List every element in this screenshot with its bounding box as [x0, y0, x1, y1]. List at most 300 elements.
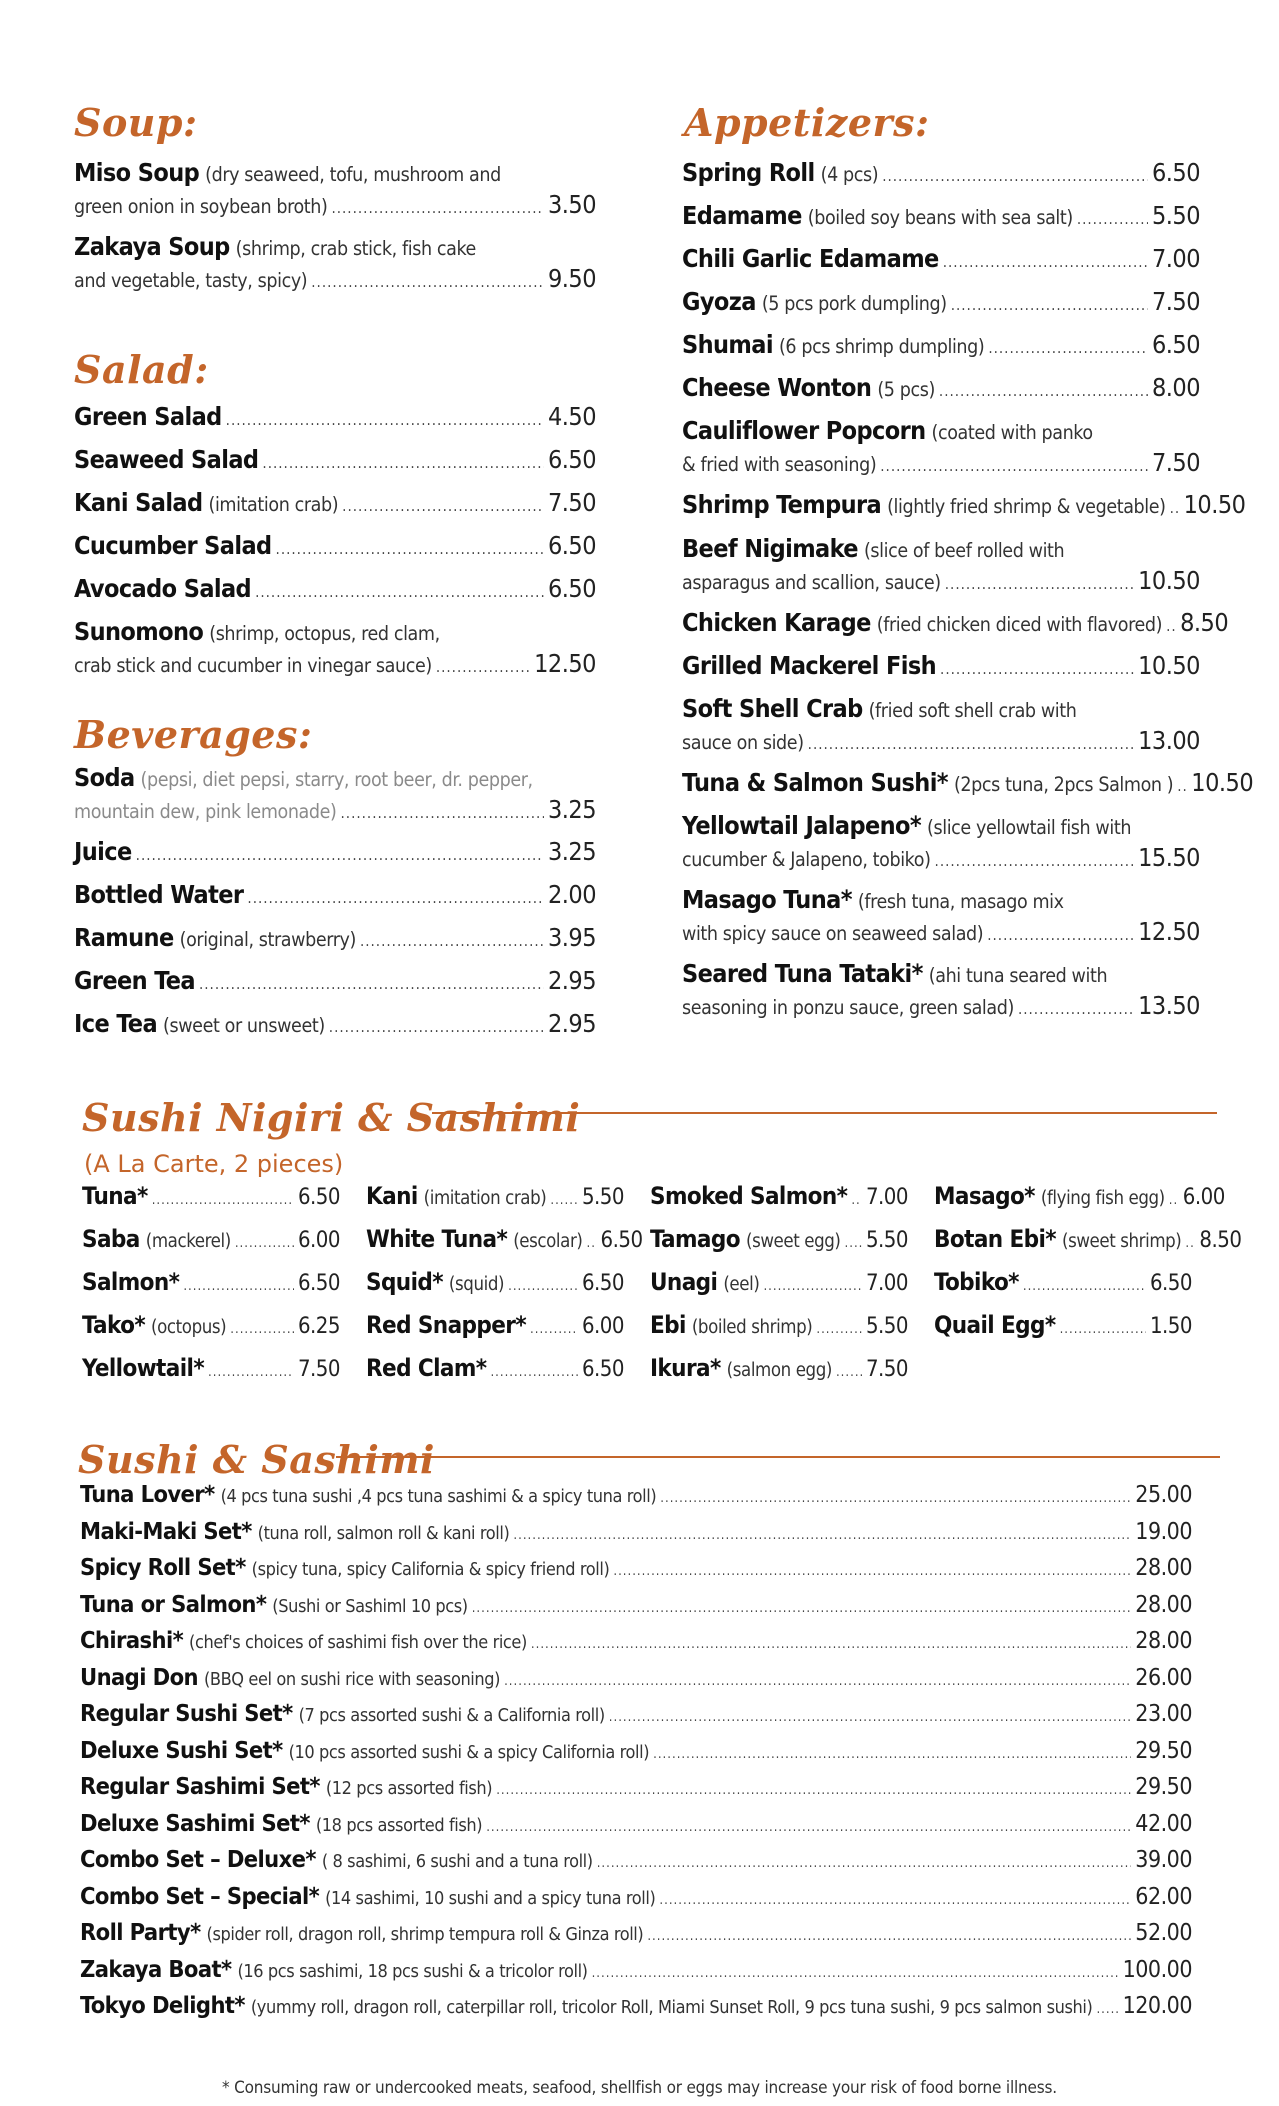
- leader-dots: [1023, 1279, 1146, 1294]
- menu-item-line: [682, 416, 1200, 445]
- menu-item-line: [80, 1699, 1192, 1727]
- item-name: Tako*: [82, 1311, 146, 1339]
- item-description: (5 pcs): [877, 378, 935, 401]
- item-name: Spicy Roll Set*: [80, 1553, 246, 1581]
- item-description: (Sushi or Sashiml 10 pcs): [272, 1596, 468, 1617]
- item-price: 29.50: [1135, 1774, 1192, 1800]
- item-price: 6.50: [547, 531, 596, 560]
- menu-item-line: [682, 244, 1200, 273]
- item-name: Grilled Mackerel Fish: [682, 651, 937, 680]
- menu-item-line: [934, 1182, 1225, 1210]
- item-price: 25.00: [1135, 1482, 1192, 1508]
- item-price: 7.00: [865, 1185, 908, 1210]
- leader-dots: [808, 735, 1134, 753]
- menu-item: [80, 1626, 1192, 1654]
- menu-item: [74, 763, 596, 824]
- leader-dots: [951, 296, 1148, 314]
- menu-item: [80, 1517, 1192, 1545]
- item-name: Maki-Maki Set*: [80, 1517, 252, 1545]
- menu-item: [74, 574, 596, 603]
- item-name: Kani Salad: [74, 488, 203, 517]
- item-description: cucumber & Jalapeno, tobiko): [682, 848, 931, 871]
- item-name: Ebi: [650, 1311, 686, 1339]
- menu-item-line: [80, 1736, 1192, 1764]
- leader-dots: [341, 804, 544, 822]
- item-price: 39.00: [1135, 1847, 1192, 1873]
- item-name: Botan Ebi*: [934, 1225, 1056, 1253]
- item-description: (chef's choices of sashimi fish over the rice): [189, 1632, 527, 1653]
- item-description: (sweet egg): [745, 1231, 841, 1252]
- menu-item-line: [80, 1809, 1192, 1837]
- item-price: 28.00: [1135, 1592, 1192, 1618]
- item-price: 7.50: [865, 1357, 908, 1382]
- menu-item-line: [74, 574, 596, 603]
- item-price: 120.00: [1122, 1993, 1192, 2019]
- menu-item: [682, 201, 1200, 230]
- item-name: Soft Shell Crab: [682, 694, 863, 723]
- item-name: Unagi: [650, 1268, 718, 1296]
- leader-dots: [329, 1018, 544, 1036]
- item-price: 13.50: [1138, 991, 1200, 1020]
- leader-dots: [486, 1820, 1131, 1835]
- menu-item-line: [682, 726, 1200, 755]
- footer-disclaimer: * Consuming raw or undercooked meats, seafood, shellfish or eggs may increase your risk of food borne illness.: [222, 2078, 1057, 2098]
- menu-item: [682, 373, 1200, 402]
- item-description: (fresh tuna, masago mix: [857, 890, 1064, 913]
- leader-dots: [530, 1322, 578, 1337]
- leader-dots: [1185, 1236, 1195, 1251]
- leader-dots: [613, 1564, 1131, 1579]
- item-price: 15.50: [1138, 843, 1200, 872]
- leader-dots: [592, 1966, 1119, 1981]
- item-price: 6.50: [547, 574, 596, 603]
- menu-item-line: [74, 923, 596, 952]
- menu-item: [682, 651, 1200, 680]
- item-price: 7.00: [865, 1271, 908, 1296]
- item-price: 8.50: [1180, 608, 1229, 637]
- item-price: 3.25: [547, 795, 596, 824]
- menu-item: [80, 1918, 1192, 1946]
- menu-item-line: [80, 1517, 1192, 1545]
- leader-dots: [508, 1279, 578, 1294]
- item-name: Red Clam*: [366, 1354, 487, 1382]
- item-name: Shumai: [682, 330, 773, 359]
- leader-dots: [660, 1491, 1131, 1506]
- menu-item-line: [74, 264, 596, 293]
- leader-dots: [851, 1193, 862, 1208]
- menu-item-line: [80, 1480, 1192, 1508]
- leader-dots: [472, 1601, 1132, 1616]
- item-description: (12 pcs assorted fish): [325, 1778, 493, 1799]
- menu-item: [74, 445, 596, 474]
- item-price: 28.00: [1135, 1628, 1192, 1654]
- menu-item: [80, 1480, 1192, 1508]
- menu-item-line: [682, 373, 1200, 402]
- menu-item: [650, 1182, 908, 1210]
- item-description: (ahi tuna seared with: [928, 964, 1108, 987]
- item-price: 2.95: [547, 966, 596, 995]
- leader-dots: [1096, 2002, 1118, 2017]
- menu-item-line: [80, 1590, 1192, 1618]
- leader-dots: [609, 1710, 1132, 1725]
- item-description: (fried chicken diced with flavored): [876, 613, 1163, 636]
- menu-item: [366, 1311, 624, 1339]
- item-description: mountain dew, pink lemonade): [74, 800, 337, 823]
- menu-item-line: [682, 917, 1200, 946]
- menu-item: [650, 1354, 908, 1382]
- item-description: (sweet shrimp): [1061, 1231, 1182, 1252]
- item-price: 6.00: [297, 1228, 340, 1253]
- menu-item-line: [82, 1268, 340, 1296]
- menu-item-line: [682, 490, 1246, 519]
- item-name: Tuna or Salmon*: [80, 1590, 267, 1618]
- menu-item: [74, 1009, 596, 1038]
- menu-item: [82, 1225, 340, 1253]
- leader-dots: [255, 583, 544, 601]
- item-name: Seared Tuna Tataki*: [682, 959, 923, 988]
- menu-item-line: [80, 1663, 1192, 1691]
- leader-dots: [647, 1929, 1131, 1944]
- item-description: green onion in soybean broth): [74, 195, 328, 218]
- item-description: (spider roll, dragon roll, shrimp tempura roll & Ginza roll): [206, 1924, 644, 1945]
- leader-dots: [311, 273, 544, 291]
- menu-item: [650, 1311, 908, 1339]
- item-description: (2pcs tuna, 2pcs Salmon ): [953, 773, 1174, 796]
- item-name: Quail Egg*: [934, 1311, 1056, 1339]
- leader-dots: [882, 167, 1148, 185]
- leader-dots: [1060, 1322, 1146, 1337]
- leader-dots: [940, 660, 1134, 678]
- item-price: 4.50: [547, 402, 596, 431]
- item-name: Ramune: [74, 923, 174, 952]
- menu-item-line: [80, 1955, 1192, 1983]
- item-description: (squid): [448, 1274, 505, 1295]
- menu-item-line: [80, 1626, 1192, 1654]
- menu-item: [650, 1225, 908, 1253]
- item-description: (10 pcs assorted sushi & a spicy California roll): [288, 1742, 650, 1763]
- menu-item: [74, 158, 596, 219]
- item-price: 2.95: [547, 1009, 596, 1038]
- item-price: 42.00: [1135, 1811, 1192, 1837]
- menu-item: [80, 1882, 1192, 1910]
- item-description: (5 pcs pork dumpling): [761, 292, 947, 315]
- appetizers-title: Appetizers:: [684, 100, 930, 145]
- menu-item-line: [74, 445, 596, 474]
- item-price: 9.50: [547, 264, 596, 293]
- item-name: Gyoza: [682, 287, 756, 316]
- sets-title-rule: [336, 1456, 1220, 1458]
- item-name: Soda: [74, 763, 135, 792]
- leader-dots: [1077, 210, 1148, 228]
- menu-item: [80, 1955, 1192, 1983]
- item-description: (imitation crab): [208, 493, 339, 516]
- menu-item-line: [74, 158, 596, 187]
- item-name: Green Tea: [74, 966, 195, 995]
- leader-dots: [183, 1279, 294, 1294]
- item-price: 6.50: [600, 1228, 643, 1253]
- menu-item-line: [366, 1311, 624, 1339]
- leader-dots: [1018, 1000, 1134, 1018]
- menu-item-line: [682, 885, 1200, 914]
- menu-item-line: [80, 1918, 1192, 1946]
- item-description: (boiled shrimp): [691, 1317, 813, 1338]
- item-description: (boiled soy beans with sea salt): [807, 206, 1073, 229]
- menu-item: [682, 244, 1200, 273]
- soup-title: Soup:: [74, 100, 198, 145]
- menu-item: [80, 1991, 1192, 2019]
- item-description: with spicy sauce on seaweed salad): [682, 922, 984, 945]
- item-name: Ikura*: [650, 1354, 721, 1382]
- item-price: 10.50: [1191, 768, 1254, 797]
- item-price: 7.50: [1151, 448, 1200, 477]
- item-price: 8.50: [1199, 1228, 1242, 1253]
- menu-item-line: [74, 617, 596, 646]
- leader-dots: [504, 1674, 1131, 1689]
- item-price: 28.00: [1135, 1555, 1192, 1581]
- leader-dots: [836, 1365, 862, 1380]
- item-price: 6.50: [547, 445, 596, 474]
- leader-dots: [342, 497, 544, 515]
- item-price: 6.50: [1151, 330, 1200, 359]
- item-name: Bottled Water: [74, 880, 244, 909]
- item-description: (slice yellowtail fish with: [927, 816, 1132, 839]
- menu-item: [682, 959, 1200, 1020]
- item-price: 1.50: [1149, 1314, 1192, 1339]
- leader-dots: [935, 852, 1135, 870]
- menu-item-line: [682, 991, 1200, 1020]
- menu-item-line: [934, 1268, 1192, 1296]
- item-description: (imitation crab): [423, 1188, 547, 1209]
- item-description: (eel): [723, 1274, 760, 1295]
- menu-item-line: [74, 488, 596, 517]
- menu-item-line: [74, 795, 596, 824]
- menu-item: [682, 811, 1200, 872]
- menu-item: [934, 1225, 1242, 1253]
- menu-item-line: [650, 1268, 908, 1296]
- menu-item: [74, 232, 596, 293]
- item-name: Shrimp Tempura: [682, 490, 882, 519]
- leader-dots: [496, 1783, 1131, 1798]
- menu-item-line: [74, 763, 596, 792]
- item-name: Avocado Salad: [74, 574, 252, 603]
- item-name: Tobiko*: [934, 1268, 1019, 1296]
- menu-item: [74, 966, 596, 995]
- item-name: Salmon*: [82, 1268, 180, 1296]
- menu-item: [682, 490, 1246, 519]
- menu-item: [682, 287, 1200, 316]
- item-name: Chili Garlic Edamame: [682, 244, 939, 273]
- item-price: 26.00: [1135, 1665, 1192, 1691]
- item-name: Unagi Don: [80, 1663, 198, 1691]
- item-description: (spicy tuna, spicy California & spicy friend roll): [251, 1559, 610, 1580]
- menu-item: [682, 608, 1229, 637]
- menu-item: [74, 923, 596, 952]
- item-description: (salmon egg): [726, 1360, 832, 1381]
- item-description: (6 pcs shrimp dumpling): [778, 335, 985, 358]
- item-name: Kani: [366, 1182, 418, 1210]
- sets-title: Sushi & Sashimi: [78, 1437, 435, 1482]
- item-name: Spring Roll: [682, 158, 815, 187]
- menu-item-line: [82, 1311, 340, 1339]
- item-name: Yellowtail Jalapeno*: [682, 811, 922, 840]
- item-price: 6.25: [297, 1314, 340, 1339]
- item-name: Combo Set – Deluxe*: [80, 1845, 316, 1873]
- menu-item: [80, 1663, 1192, 1691]
- menu-item-line: [682, 287, 1200, 316]
- item-price: 6.50: [297, 1185, 340, 1210]
- menu-item: [366, 1268, 624, 1296]
- nigiri-title-rule: [432, 1112, 1217, 1114]
- item-name: Roll Party*: [80, 1918, 201, 1946]
- menu-item: [74, 531, 596, 560]
- menu-item-line: [650, 1354, 908, 1382]
- menu-item: [934, 1268, 1192, 1296]
- item-price: 6.00: [1182, 1185, 1225, 1210]
- item-name: Saba: [82, 1225, 140, 1253]
- item-price: 3.50: [547, 190, 596, 219]
- leader-dots: [199, 975, 544, 993]
- menu-item: [80, 1772, 1192, 1800]
- menu-item-line: [682, 608, 1229, 637]
- item-price: 13.00: [1138, 726, 1200, 755]
- item-description: (fried soft shell crab with: [868, 699, 1077, 722]
- leader-dots: [653, 1747, 1131, 1762]
- item-price: 10.50: [1138, 566, 1200, 595]
- menu-item-line: [80, 1553, 1192, 1581]
- menu-item: [682, 330, 1200, 359]
- menu-item: [74, 880, 596, 909]
- menu-item-line: [682, 651, 1200, 680]
- menu-item: [682, 158, 1200, 187]
- menu-item-line: [82, 1225, 340, 1253]
- nigiri-title: Sushi Nigiri & Sashimi: [82, 1095, 581, 1140]
- item-name: Tuna*: [82, 1182, 148, 1210]
- menu-item-line: [80, 1991, 1192, 2019]
- item-price: 7.00: [1151, 244, 1200, 273]
- item-price: 6.50: [581, 1271, 624, 1296]
- leader-dots: [276, 540, 544, 558]
- leader-dots: [1170, 499, 1180, 517]
- leader-dots: [763, 1279, 862, 1294]
- item-price: 12.50: [1138, 917, 1200, 946]
- menu-item-line: [366, 1354, 624, 1382]
- leader-dots: [230, 1322, 294, 1337]
- menu-item-line: [74, 232, 596, 261]
- item-description: (BBQ eel on sushi rice with seasoning): [203, 1669, 501, 1690]
- menu-item-line: [682, 566, 1200, 595]
- item-price: 12.50: [534, 649, 596, 678]
- item-description: seasoning in ponzu sauce, green salad): [682, 996, 1014, 1019]
- menu-item: [366, 1225, 643, 1253]
- item-price: 7.50: [547, 488, 596, 517]
- item-description: (sweet or unsweet): [163, 1014, 325, 1037]
- item-name: Deluxe Sashimi Set*: [80, 1809, 310, 1837]
- menu-item: [74, 402, 596, 431]
- beverages-title: Beverages:: [74, 712, 313, 757]
- item-price: 6.50: [297, 1271, 340, 1296]
- item-name: Chirashi*: [80, 1626, 184, 1654]
- item-name: Green Salad: [74, 402, 222, 431]
- item-price: 23.00: [1135, 1701, 1192, 1727]
- item-name: Regular Sashimi Set*: [80, 1772, 320, 1800]
- item-description: (original, strawberry): [179, 928, 356, 951]
- item-price: 62.00: [1135, 1884, 1192, 1910]
- menu-item-line: [74, 966, 596, 995]
- menu-item-line: [682, 694, 1200, 723]
- item-description: (yummy roll, dragon roll, caterpillar roll, tricolor Roll, Miami Sunset Roll, 9 pcs tuna sushi, 9 pcs salmon sushi): [250, 1997, 1093, 2018]
- item-description: (octopus): [151, 1317, 227, 1338]
- item-description: (pepsi, diet pepsi, starry, root beer, dr. pepper,: [140, 768, 533, 791]
- item-name: Tuna & Salmon Sushi*: [682, 768, 948, 797]
- item-price: 29.50: [1135, 1738, 1192, 1764]
- item-name: White Tuna*: [366, 1225, 508, 1253]
- menu-item: [650, 1268, 908, 1296]
- menu-item-line: [74, 880, 596, 909]
- menu-item-line: [682, 201, 1200, 230]
- item-name: Chicken Karage: [682, 608, 871, 637]
- item-name: Cheese Wonton: [682, 373, 872, 402]
- leader-dots: [939, 382, 1148, 400]
- leader-dots: [587, 1236, 597, 1251]
- item-price: 10.50: [1183, 490, 1246, 519]
- menu-item: [682, 416, 1200, 477]
- leader-dots: [845, 1236, 862, 1251]
- item-name: Tokyo Delight*: [80, 1991, 245, 2019]
- item-description: (mackerel): [145, 1231, 231, 1252]
- menu-item-line: [682, 448, 1200, 477]
- menu-item-line: [366, 1268, 624, 1296]
- leader-dots: [987, 926, 1134, 944]
- menu-item: [80, 1590, 1192, 1618]
- item-price: 5.50: [581, 1185, 624, 1210]
- item-name: Tuna Lover*: [80, 1480, 215, 1508]
- leader-dots: [436, 658, 530, 676]
- leader-dots: [659, 1893, 1131, 1908]
- leader-dots: [331, 199, 543, 217]
- item-description: (shrimp, crab stick, fish cake: [235, 237, 476, 260]
- leader-dots: [531, 1637, 1131, 1652]
- menu-item-line: [934, 1311, 1192, 1339]
- menu-item-line: [650, 1225, 908, 1253]
- item-name: Squid*: [366, 1268, 443, 1296]
- leader-dots: [1166, 617, 1176, 635]
- menu-item-line: [934, 1225, 1242, 1253]
- menu-item-line: [682, 811, 1200, 840]
- item-description: (7 pcs assorted sushi & a California roll): [298, 1705, 605, 1726]
- item-price: 3.95: [547, 923, 596, 952]
- item-price: 6.50: [581, 1357, 624, 1382]
- leader-dots: [490, 1365, 578, 1380]
- item-name: Beef Nigimake: [682, 534, 858, 563]
- item-price: 100.00: [1122, 1957, 1192, 1983]
- menu-item-line: [82, 1354, 340, 1382]
- menu-item: [682, 534, 1200, 595]
- item-price: 5.50: [1151, 201, 1200, 230]
- leader-dots: [597, 1856, 1132, 1871]
- item-name: Masago Tuna*: [682, 885, 852, 914]
- item-name: Tamago: [650, 1225, 740, 1253]
- item-price: 6.50: [1151, 158, 1200, 187]
- item-description: & fried with seasoning): [682, 453, 877, 476]
- leader-dots: [513, 1528, 1131, 1543]
- nigiri-subtitle: (A La Carte, 2 pieces): [84, 1150, 344, 1178]
- menu-item-line: [74, 649, 596, 678]
- menu-item-line: [650, 1311, 908, 1339]
- menu-item-line: [682, 843, 1200, 872]
- menu-item-line: [366, 1225, 643, 1253]
- leader-dots: [208, 1365, 294, 1380]
- item-description: (lightly fried shrimp & vegetable): [887, 495, 1166, 518]
